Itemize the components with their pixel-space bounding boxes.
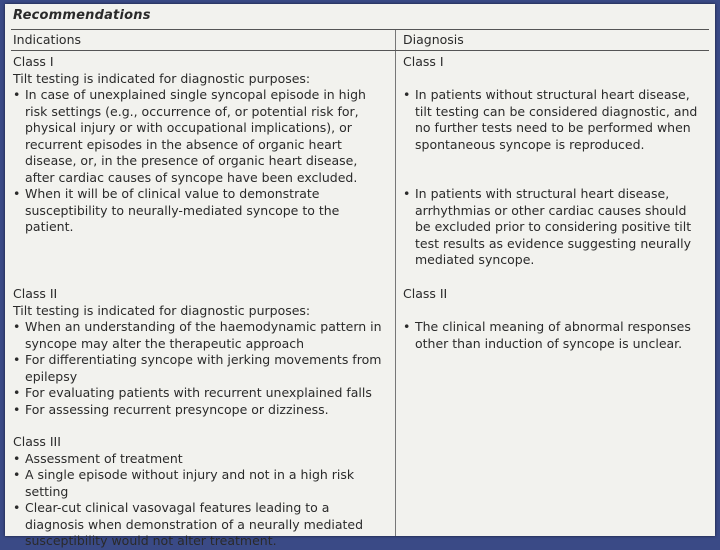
header-rule	[11, 50, 709, 51]
bullet-icon: •	[13, 87, 21, 102]
class2-label: Class II	[13, 286, 58, 301]
list-item	[13, 402, 389, 419]
class2-intro: Tilt testing is indicated for diagnostic purposes:	[13, 302, 311, 318]
recommendations-table	[5, 4, 715, 548]
class3-indication-2: A single episode without injury and not in a high risk setting	[25, 467, 355, 499]
bullet-icon: •	[403, 319, 411, 334]
class1-diagnosis	[403, 54, 703, 269]
class1-diagnosis-2: In patients with structural heart disease, arrhythmias or other cardiac causes should be excluded prior to considering positive tilt test results as evidence suggesting neurally mediated syncope.	[415, 186, 692, 267]
class2-diagnosis	[403, 286, 703, 352]
list-item	[13, 319, 389, 352]
class1-diagnosis-label: Class I	[403, 54, 444, 69]
bullet-icon: •	[13, 500, 21, 515]
class1-indications	[13, 54, 389, 236]
list-item	[403, 319, 703, 352]
list-item	[13, 385, 389, 402]
indications-header: Indications	[13, 32, 82, 47]
bullet-icon: •	[13, 186, 21, 201]
list-item	[13, 500, 389, 550]
class2-indication-4: For assessing recurrent presyncope or dizziness.	[25, 401, 329, 417]
bullet-icon: •	[403, 186, 411, 201]
bullet-icon: •	[13, 385, 21, 400]
list-item	[13, 186, 389, 236]
list-item	[13, 87, 389, 186]
class2-indication-3: For evaluating patients with recurrent unexplained falls	[25, 385, 372, 400]
class2-diagnosis-1: The clinical meaning of abnormal responses other than induction of syncope is unclear.	[415, 319, 691, 351]
class3-indications	[13, 434, 389, 550]
bullet-icon: •	[13, 467, 21, 482]
class2-indications	[13, 286, 389, 418]
class1-diagnosis-1: In patients without structural heart disease, tilt testing can be considered diagnostic, and no further tests need to be performed when spontaneous syncope is reproduced.	[415, 87, 698, 152]
top-rule	[11, 29, 709, 30]
column-divider	[395, 30, 396, 536]
class3-label: Class III	[13, 434, 61, 449]
list-item	[13, 451, 389, 468]
list-item	[13, 467, 389, 500]
list-item	[403, 186, 703, 269]
bullet-icon: •	[13, 450, 21, 466]
class2-indication-2: For differentiating syncope with jerking movements from epilepsy	[25, 352, 382, 384]
bullet-icon: •	[403, 87, 411, 102]
class1-intro: Tilt testing is indicated for diagnostic purposes:	[13, 70, 311, 86]
class3-indication-1: Assessment of treatment	[25, 450, 183, 466]
class3-indication-3: Clear-cut clinical vasovagal features leading to a diagnosis when demonstration of a neurally mediated susceptibility would not alter treatment.	[25, 500, 364, 548]
bullet-icon: •	[13, 401, 21, 417]
list-item	[13, 352, 389, 385]
bullet-icon: •	[13, 319, 21, 334]
diagnosis-header: Diagnosis	[403, 32, 464, 47]
list-item	[403, 87, 703, 153]
class2-indication-1: When an understanding of the haemodynamic pattern in syncope may alter the therapeutic approach	[25, 319, 382, 351]
class2-diagnosis-label: Class II	[403, 286, 448, 301]
class1-indication-1: In case of unexplained single syncopal episode in high risk settings (e.g., occurrence of, or potential risk for, physical injury or with occupational implications), or recurrent episodes in the absence of organic heart disease, or, in the presence of organic heart disease, after cardiac causes of syncope have been excluded.	[25, 87, 366, 185]
class1-label: Class I	[13, 54, 54, 69]
bullet-icon: •	[13, 352, 21, 367]
class1-indication-2: When it will be of clinical value to demonstrate susceptibility to neurally-mediated syncope to the patient.	[25, 186, 340, 234]
table-title: Recommendations	[13, 8, 151, 23]
